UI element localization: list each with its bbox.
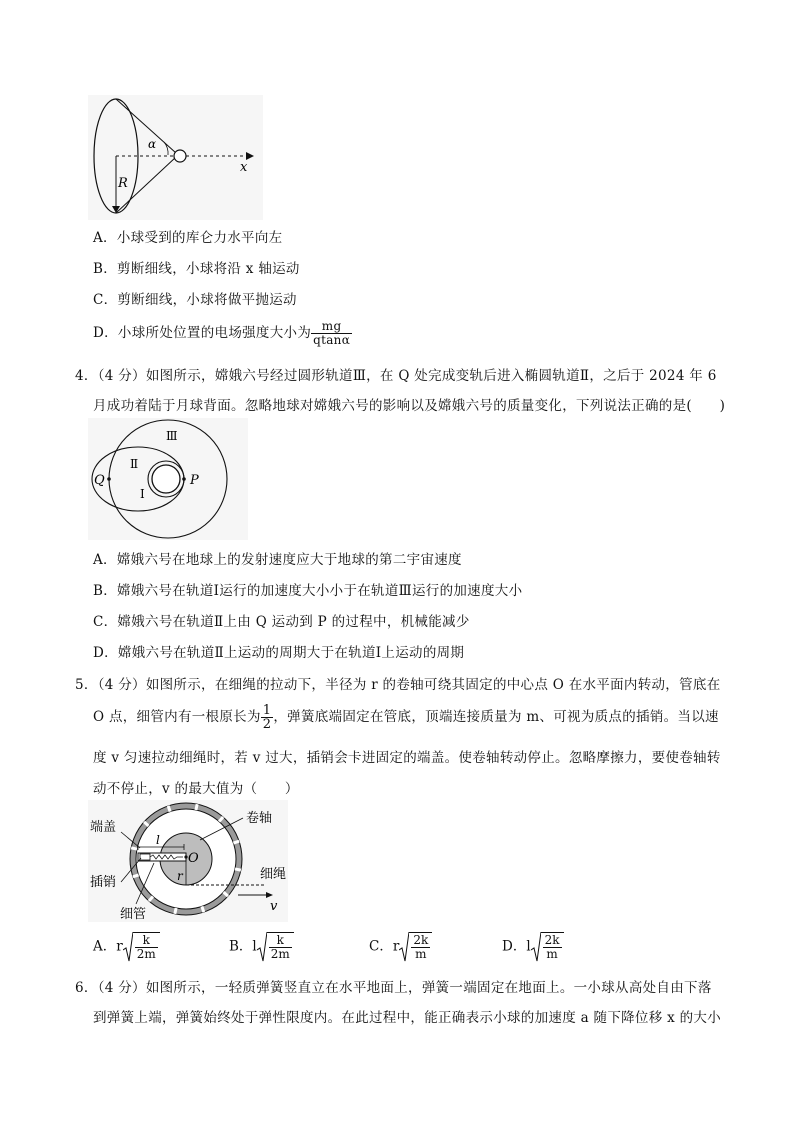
- q3-option-b: B．剪断细线，小球将沿 x 轴运动: [93, 261, 300, 277]
- q3-option-d: [93, 320, 352, 347]
- end-cap-label: 端盖: [90, 820, 117, 835]
- notch: [133, 875, 139, 877]
- fraction-numerator: k: [269, 934, 292, 948]
- sqrt-sign: [257, 932, 294, 962]
- charged-ball: [174, 150, 186, 162]
- option-label: B．: [229, 938, 253, 955]
- q5-option-d: [502, 932, 564, 962]
- fraction-numerator: k: [135, 934, 158, 948]
- fraction-denominator: 2m: [270, 947, 290, 961]
- label-iii: Ⅲ: [166, 429, 178, 443]
- notch: [196, 804, 197, 810]
- point-q: [107, 477, 111, 481]
- tube-label: 细管: [120, 907, 147, 922]
- fraction-denominator: m: [546, 947, 558, 961]
- q3-option-d-text: D．小球所处位置的电场强度大小为: [93, 325, 312, 341]
- sqrt-fraction: [269, 934, 292, 961]
- option-coefficient: r: [392, 938, 400, 955]
- sqrt-fraction: [135, 934, 158, 961]
- q3-option-a: A．小球受到的库仑力水平向左: [93, 230, 283, 246]
- q5-stem-line4: 动不停止，v 的最大值为（ ）: [93, 781, 299, 797]
- point-p: [182, 477, 186, 481]
- q4-option-d: D．嫦娥六号在轨道Ⅱ上运动的周期大于在轨道Ⅰ上运动的周期: [93, 645, 465, 661]
- x-label: x: [240, 160, 248, 175]
- fraction-numerator: 2k: [544, 933, 560, 947]
- sqrt-fraction: [543, 934, 562, 961]
- notch: [168, 806, 170, 812]
- reel-label: 卷轴: [246, 811, 273, 826]
- label-q: Q: [94, 473, 105, 488]
- q5-stem-line2-a: O 点，细管内有一根原长为: [93, 709, 261, 725]
- q3-figure: [88, 95, 263, 220]
- notch: [235, 869, 241, 870]
- q4-stem-line2: 月成功着陆于月球背面。忽略地球对嫦娥六号的影响以及嫦娥六号的质量变化，下列说法正确的是( ): [93, 398, 726, 414]
- sqrt-sign: [123, 932, 160, 962]
- alpha-label: α: [148, 137, 157, 151]
- option-coefficient: r: [116, 938, 123, 955]
- fraction-denominator: m: [415, 947, 427, 961]
- q5-stem-line2: [93, 704, 719, 731]
- fraction-numerator: 1: [262, 703, 272, 718]
- sqrt-sign: [399, 932, 432, 962]
- q6-stem-line2: 到弹簧上端，弹簧始终处于弹性限度内。在此过程中，能正确表示小球的加速度 a 随下降位移 x 的大小: [93, 1010, 722, 1026]
- moon: [152, 465, 180, 493]
- option-label: A．: [93, 938, 117, 955]
- radical-icon: [399, 932, 409, 962]
- q5-stem-line1: 5．（4 分）如图所示，在细绳的拉动下，半径为 r 的卷轴可绕其固定的中心点 O 在水平面内转动，管底在: [75, 677, 721, 693]
- sqrt-sign: [531, 932, 564, 962]
- option-coefficient: l: [252, 938, 257, 955]
- q3-option-d-fraction: [311, 320, 352, 347]
- radical-icon: [531, 932, 541, 962]
- fraction-denominator: 2: [262, 717, 272, 732]
- q5-figure: [88, 800, 288, 922]
- q5-option-a: [93, 932, 160, 962]
- label-p: P: [190, 473, 199, 488]
- v-label: v: [270, 899, 278, 914]
- r-label: R: [118, 176, 128, 191]
- option-label: D．: [502, 938, 527, 955]
- pin: [140, 854, 150, 860]
- fraction-denominator: qtanα: [313, 333, 351, 347]
- fraction-numerator: mg: [311, 320, 352, 334]
- notch: [233, 841, 239, 843]
- fraction-numerator: 2k: [413, 933, 429, 947]
- option-coefficient: l: [526, 938, 531, 955]
- notch: [175, 908, 176, 914]
- q3-option-c: C．剪断细线，小球将做平抛运动: [93, 292, 297, 308]
- pin-label: 插销: [90, 875, 117, 890]
- q5-stem-line3: 度 v 匀速拉动细绳时，若 v 过大，插销会卡进固定的端盖。使卷轴转动停止。忽略摩擦力，要使卷轴转: [93, 750, 721, 766]
- q5-option-c: [369, 932, 432, 962]
- q5-option-b: [229, 932, 294, 962]
- l-label: l: [156, 833, 160, 847]
- q4-option-b: B．嫦娥六号在轨道Ⅰ运行的加速度大小小于在轨道Ⅲ运行的加速度大小: [93, 583, 523, 599]
- q4-stem-line1: 4．（4 分）如图所示，嫦娥六号经过圆形轨道Ⅲ，在 Q 处完成变轨后进入椭圆轨道Ⅱ，之后于 2024 年 6: [75, 368, 717, 384]
- o-label: O: [188, 851, 199, 866]
- r-label: r: [177, 869, 183, 883]
- fraction-denominator: 2m: [136, 947, 156, 961]
- q5-stem-line2-b: ，弹簧底端固定在管底，顶端连接质量为 m、可视为质点的插销。当以速: [273, 709, 719, 725]
- q4-option-a: A．嫦娥六号在地球上的发射速度应大于地球的第二宇宙速度: [93, 552, 462, 568]
- radical-icon: [123, 932, 133, 962]
- label-ii: Ⅱ: [130, 457, 139, 471]
- option-label: C．: [369, 938, 393, 955]
- rope-label: 细绳: [260, 867, 287, 882]
- q6-stem-line1: 6．（4 分）如图所示，一轻质弹簧竖直立在水平地面上，弹簧一端固定在地面上。一小球从高处自由下落: [75, 980, 712, 996]
- radical-icon: [257, 932, 267, 962]
- sqrt-fraction: [411, 934, 430, 961]
- label-i: Ⅰ: [140, 487, 145, 501]
- q5-half-fraction: [261, 704, 274, 731]
- notch: [131, 848, 137, 849]
- notch: [202, 906, 204, 912]
- q4-option-c: C．嫦娥六号在轨道Ⅱ上由 Q 运动到 P 的过程中，机械能减少: [93, 614, 470, 630]
- q4-figure: [88, 418, 248, 540]
